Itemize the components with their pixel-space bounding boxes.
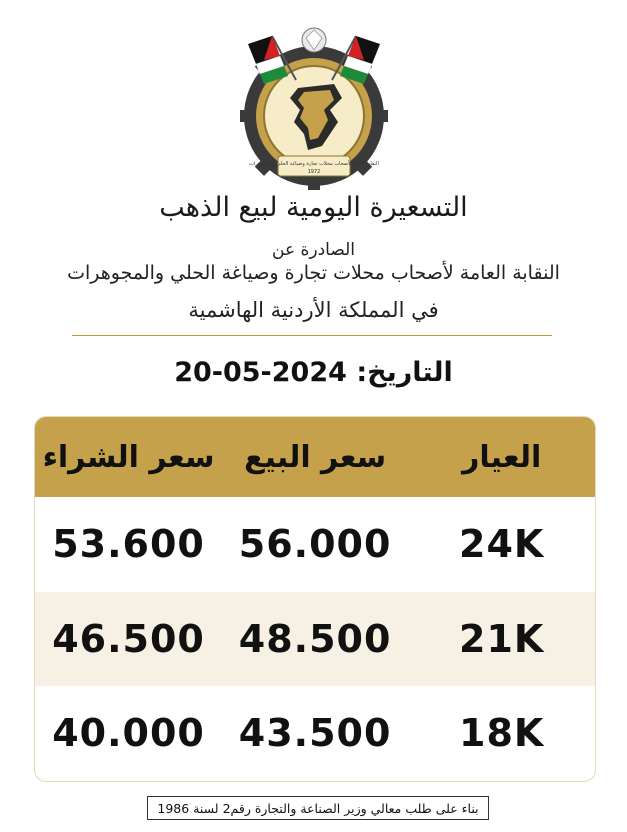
buy-price-cell: 40.000 (52, 711, 205, 756)
svg-text:النقابة العامة لأصحاب محلات تج: النقابة العامة لأصحاب محلات تجارة وصياغة الحلي والمجوهرات (249, 161, 379, 167)
country-name: في المملكة الأردنية الهاشمية (188, 298, 439, 322)
date-label: التاريخ: (356, 357, 453, 388)
footer-note: بناء على طلب معالي وزير الصناعة والتجارة رقم2 لسنة 1986 (147, 796, 489, 820)
price-table (34, 416, 596, 782)
buy-price-cell: 46.500 (52, 616, 205, 661)
karat-cell: 18K (459, 711, 545, 756)
table-row (35, 497, 595, 592)
divider (72, 335, 552, 336)
issued-by-text: الصادرة عن (272, 240, 355, 260)
date-row (0, 357, 627, 388)
karat-cell: 24K (459, 522, 545, 567)
union-logo (238, 18, 390, 190)
header-buy-price: سعر الشراء (42, 439, 215, 475)
page-title: التسعيرة اليومية لبيع الذهب (159, 192, 468, 223)
sell-price-cell: 56.000 (238, 522, 392, 567)
sell-price-cell: 48.500 (238, 616, 392, 661)
svg-text:1972: 1972 (307, 169, 321, 175)
table-header (35, 417, 595, 497)
sell-price-cell: 43.500 (238, 711, 392, 756)
table-row (35, 592, 595, 687)
table-row (35, 686, 595, 781)
karat-cell: 21K (459, 616, 545, 661)
date-value: 20-05-2024 (174, 357, 347, 388)
buy-price-cell: 53.600 (52, 522, 205, 567)
header-karat: العيار (462, 439, 542, 475)
diamond-icon (302, 28, 326, 52)
header-sell-price: سعر البيع (244, 439, 387, 475)
union-emblem-icon (238, 18, 390, 190)
organization-name: النقابة العامة لأصحاب محلات تجارة وصياغة الحلي والمجوهرات (67, 262, 560, 284)
